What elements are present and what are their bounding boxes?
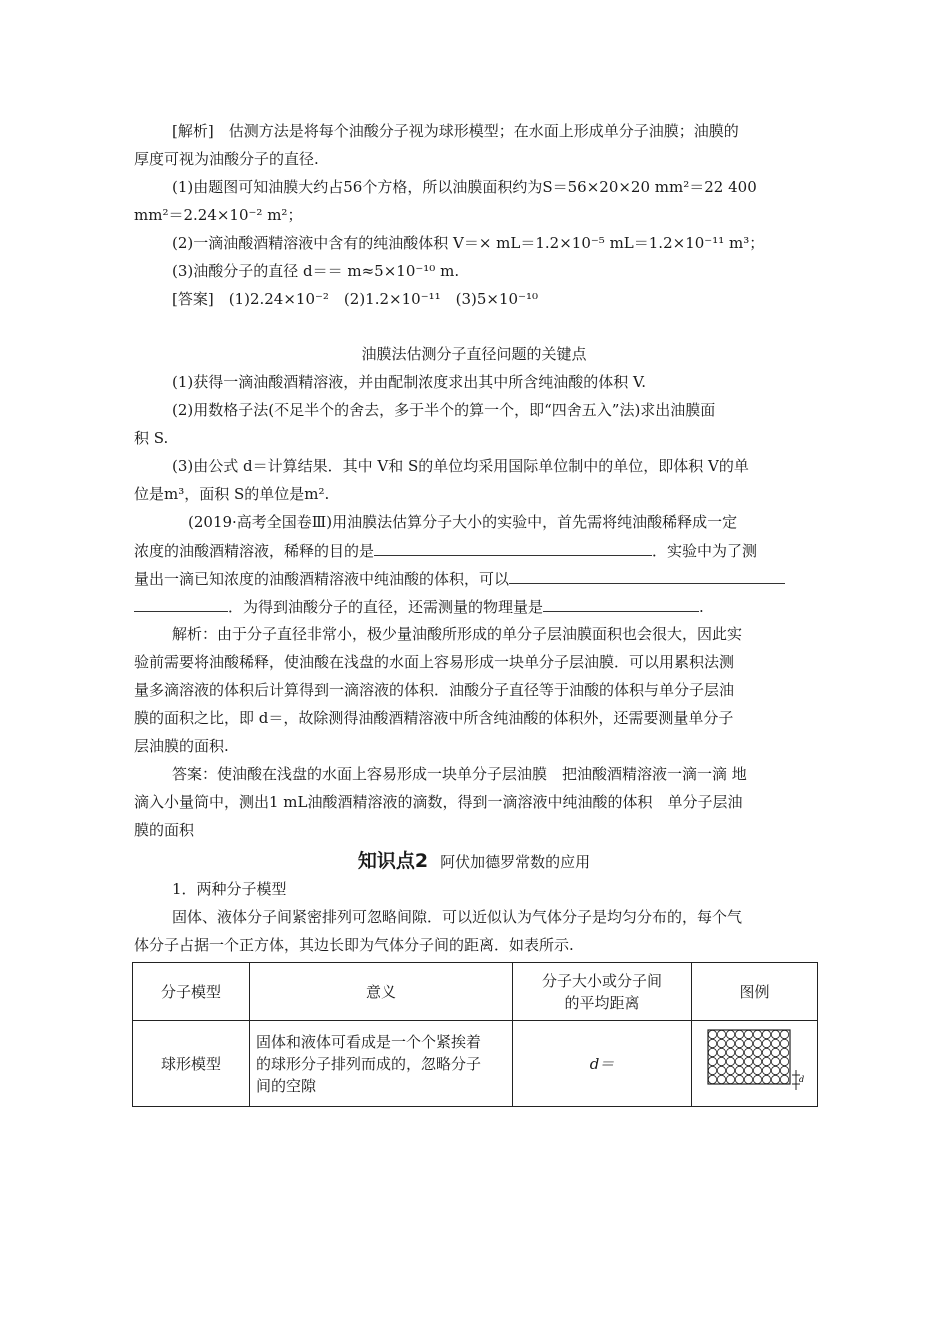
keypoint-3: (3)由公式 d＝计算结果．其中 V和 S的单位均采用国际单位制中的单位，即体积 V的单 [172, 457, 749, 475]
text-span: S＝56×20×20 mm²＝22 400 [542, 178, 757, 196]
dimension-label: d [798, 1074, 804, 1084]
table-header-cell: 意义 [250, 963, 513, 1021]
answer-blank[interactable] [374, 539, 652, 556]
sphere-circle [735, 1057, 743, 1065]
sphere-circle [708, 1039, 716, 1047]
sphere-circle [735, 1039, 743, 1047]
analysis-line: [解析] 估测方法是将每个油酸分子视为球形模型；在水面上形成单分子油膜；油膜的 [172, 122, 739, 140]
analysis-step-2: (2)一滴油酸酒精溶液中含有的纯油酸体积 V＝× mL＝1.2×10⁻⁵ mL＝1.2×10⁻¹¹ m³； [172, 234, 765, 252]
answer-line: [答案] (1)2.24×10⁻² (2)1.2×10⁻¹¹ (3)5×10⁻¹⁰ [172, 290, 539, 308]
sphere-circle [735, 1030, 743, 1038]
knowledge-point-label: 知识点2 [357, 850, 429, 872]
sphere-circle [708, 1066, 716, 1074]
table-cell: 球形模型 [133, 1021, 250, 1107]
answer-line: 滴入小量筒中，测出1 mL油酸酒精溶液的滴数，得到一滴溶液中纯油酸的体积 单分子层油 [134, 793, 743, 811]
keypoints-title: 油膜法估测分子直径问题的关键点 [361, 345, 587, 363]
sphere-circle [762, 1048, 770, 1056]
keypoint-2: (2)用数格子法(不足半个的舍去，多于半个的算一个，即“四舍五入”法)求出油膜面 [172, 401, 716, 419]
sphere-circle [780, 1066, 788, 1074]
sphere-circle [762, 1057, 770, 1065]
sphere-circle [762, 1066, 770, 1074]
cell-text: 间的空隙 [256, 1076, 317, 1095]
sphere-circle [717, 1075, 725, 1083]
sphere-circle [780, 1039, 788, 1047]
sphere-circle [762, 1039, 770, 1047]
sphere-circle [762, 1075, 770, 1083]
sphere-circle [726, 1057, 734, 1065]
formula-text: d＝ [589, 1054, 615, 1073]
cell-text: 的球形分子排列而成的，忽略分子 [256, 1054, 482, 1073]
analysis-line: 厚度可视为油酸分子的直径. [134, 150, 319, 168]
question-line [134, 539, 814, 562]
sphere-circle [744, 1075, 752, 1083]
molecule-model-table [132, 962, 818, 1107]
analysis-line: 层油膜的面积. [134, 737, 229, 755]
sphere-circle [726, 1048, 734, 1056]
sphere-circle [708, 1030, 716, 1038]
sphere-circle [735, 1048, 743, 1056]
answer-blank[interactable] [134, 595, 228, 612]
analysis-line: 量多滴溶液的体积后计算得到一滴溶液的体积．油酸分子直径等于油酸的体积与单分子层油 [134, 681, 735, 699]
text-span: . [699, 598, 704, 616]
sphere-circle [717, 1030, 725, 1038]
answer-blank[interactable] [543, 595, 699, 612]
text-span: 浓度的油酸酒精溶液，稀释的目的是 [134, 542, 375, 560]
sphere-circle [771, 1057, 779, 1065]
text-span: ．实验中为了测 [652, 542, 758, 560]
table-row [133, 1021, 818, 1107]
sphere-circle [771, 1039, 779, 1047]
sphere-circle [780, 1075, 788, 1083]
section-heading [134, 846, 814, 873]
sphere-circle [753, 1030, 761, 1038]
subsection-title: 1．两种分子模型 [172, 880, 287, 898]
table-header-cell: 分子模型 [133, 963, 250, 1021]
sphere-circle [735, 1075, 743, 1083]
question-line: (2019·高考全国卷Ⅲ)用油膜法估算分子大小的实验中，首先需将纯油酸稀释成一定 [188, 513, 738, 531]
analysis-step-1 [172, 176, 814, 198]
sphere-circle [744, 1048, 752, 1056]
sphere-circle [726, 1030, 734, 1038]
answer-line: 答案：使油酸在浅盘的水面上容易形成一块单分子层油膜 把油酸酒精溶液一滴一滴 地 [172, 765, 747, 783]
sphere-circle [771, 1066, 779, 1074]
sphere-circle [708, 1075, 716, 1083]
sphere-circle [726, 1066, 734, 1074]
sphere-circle [744, 1057, 752, 1065]
sphere-circle [744, 1066, 752, 1074]
section-text: 体分子占据一个正方体，其边长即为气体分子间的距离．如表所示. [134, 936, 574, 954]
analysis-line: 膜的面积之比，即 d＝，故除测得油酸酒精溶液中所含纯油酸的体积外，还需要测量单分子 [134, 709, 734, 727]
sphere-circle [717, 1057, 725, 1065]
sphere-circle [717, 1048, 725, 1056]
table-header-row [133, 963, 818, 1021]
section-text: 固体、液体分子间紧密排列可忽略间隙．可以近似认为气体分子是均匀分布的，每个气 [172, 908, 743, 926]
text-span: 量出一滴已知浓度的油酸酒精溶液中纯油酸的体积，可以 [134, 570, 510, 588]
sphere-circle [771, 1075, 779, 1083]
sphere-circle [744, 1030, 752, 1038]
section-title: 阿伏加德罗常数的应用 [440, 853, 591, 871]
header-text: 分子大小或分子间 [541, 971, 662, 990]
sphere-circle [753, 1039, 761, 1047]
sphere-circle [708, 1057, 716, 1065]
cell-text: 固体和液体可看成是一个个紧挨着 [256, 1032, 482, 1051]
sphere-circle [780, 1030, 788, 1038]
sphere-circle [726, 1075, 734, 1083]
keypoint-1: (1)获得一滴油酸酒精溶液，并由配制浓度求出其中所含纯油酸的体积 V. [172, 373, 646, 391]
header-text: 的平均距离 [564, 993, 640, 1012]
sphere-circle [726, 1039, 734, 1047]
analysis-line: 验前需要将油酸稀释，使油酸在浅盘的水面上容易形成一块单分子层油膜．可以用累积法测 [134, 653, 735, 671]
sphere-circle [771, 1030, 779, 1038]
sphere-grid [708, 1030, 788, 1083]
analysis-step-3: (3)油酸分子的直径 d＝＝ m≈5×10⁻¹⁰ m. [172, 262, 460, 280]
sphere-circle [708, 1048, 716, 1056]
sphere-circle [717, 1039, 725, 1047]
text-span: ．为得到油酸分子的直径，还需测量的物理量是 [228, 598, 544, 616]
table-cell [513, 1021, 692, 1107]
sphere-circle [753, 1057, 761, 1065]
sphere-circle [753, 1048, 761, 1056]
table-header-cell [513, 963, 692, 1021]
analysis-line: 解析：由于分子直径非常小，极少量油酸所形成的单分子层油膜面积也会很大，因此实 [172, 625, 743, 643]
analysis-line: mm²＝2.24×10⁻² m²； [134, 206, 303, 224]
sphere-circle [744, 1039, 752, 1047]
sphere-circle [735, 1066, 743, 1074]
table-cell [250, 1021, 513, 1107]
sphere-circle [762, 1030, 770, 1038]
sphere-packing-diagram [706, 1028, 804, 1094]
answer-blank[interactable] [509, 567, 785, 584]
keypoint-3-cont: 位是m³，面积 S的单位是m². [134, 485, 330, 503]
sphere-circle [780, 1048, 788, 1056]
text-span: (1)由题图可知油膜大约占56个方格，所以油膜面积约为 [172, 178, 543, 196]
question-line [134, 567, 814, 590]
sphere-circle [780, 1057, 788, 1065]
sphere-circle [753, 1066, 761, 1074]
sphere-circle [771, 1048, 779, 1056]
answer-line: 膜的面积 [134, 821, 195, 839]
table-header-cell: 图例 [692, 963, 818, 1021]
keypoint-2-cont: 积 S. [134, 429, 169, 447]
table-cell [692, 1021, 818, 1107]
sphere-circle [753, 1075, 761, 1083]
sphere-circle [717, 1066, 725, 1074]
question-line [134, 595, 814, 618]
